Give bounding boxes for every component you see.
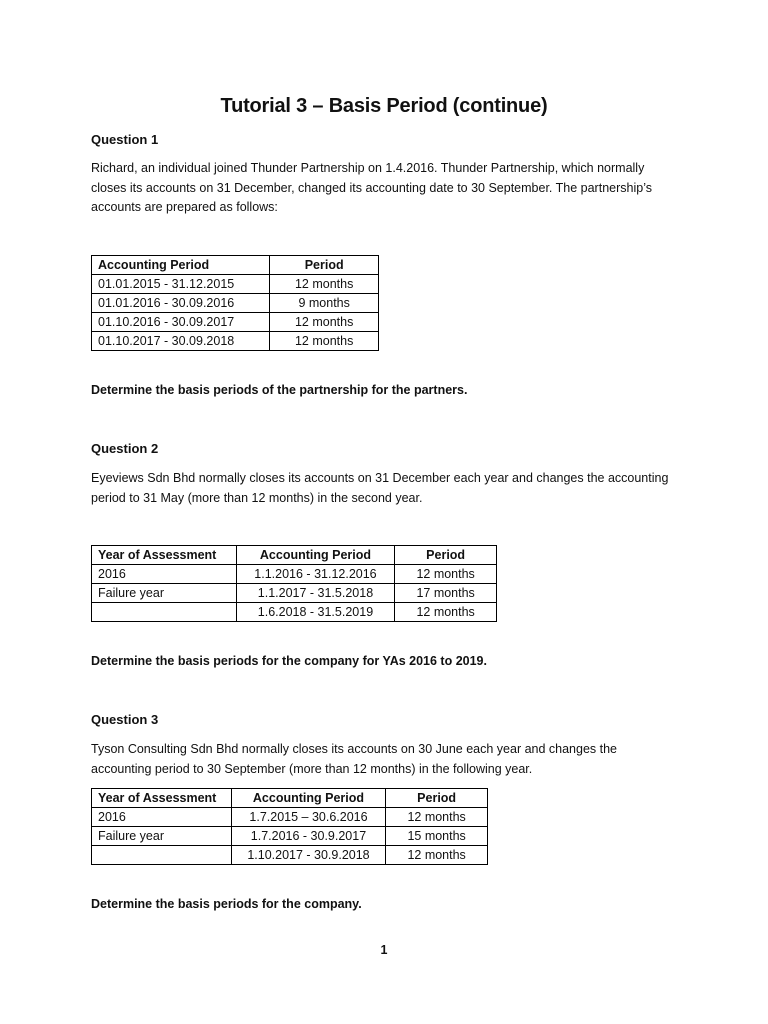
table-cell: 15 months [386,827,488,846]
table-cell: 12 months [386,808,488,827]
table-row [92,584,497,603]
page-number: 1 [380,943,388,957]
question-1-instruction: Determine the basis periods of the partnership for the partners. [91,383,468,397]
table-header-cell: Accounting Period [231,789,386,808]
table-header-cell: Accounting Period [92,256,270,275]
question-2-text: Eyeviews Sdn Bhd normally closes its accounts on 31 December each year and changes the accounting period to 31 May (more than 12 months) in the second year. [91,471,669,505]
question-1-table [91,255,379,351]
question-3-text: Tyson Consulting Sdn Bhd normally closes its accounts on 30 June each year and changes the accounting period to 30 September (more than 12 months) in the following year. [91,742,618,776]
question-2-instruction: Determine the basis periods for the company for YAs 2016 to 2019. [91,654,487,668]
table-header-cell: Period [270,256,379,275]
table-cell: 1.7.2016 - 30.9.2017 [231,827,386,846]
question-2-heading: Question 2 [91,441,159,456]
table-row [92,275,379,294]
table-cell [92,603,237,622]
table-row [92,565,497,584]
table-cell: Failure year [92,584,237,603]
question-3-heading: Question 3 [91,712,159,727]
table-cell: 12 months [270,313,379,332]
table-cell: Failure year [92,827,232,846]
table-cell: 12 months [395,565,497,584]
table-row [92,332,379,351]
table-cell: 1.1.2017 - 31.5.2018 [236,584,395,603]
table-header-row [92,789,488,808]
question-3-instruction: Determine the basis periods for the company. [91,897,362,911]
table-header-cell: Accounting Period [236,546,395,565]
table-row [92,846,488,865]
table-cell: 1.6.2018 - 31.5.2019 [236,603,395,622]
question-1-text: Richard, an individual joined Thunder Partnership on 1.4.2016. Thunder Partnership, which normally closes its accounts on 31 December, changed its accounting date to 30 September. The partnership’s accounts are prepared as follows: [91,161,652,214]
table-cell: 1.7.2015 – 30.6.2016 [231,808,386,827]
table-row [92,603,497,622]
table-cell: 12 months [386,846,488,865]
table-cell: 1.1.2016 - 31.12.2016 [236,565,395,584]
table-header-cell: Year of Assessment [92,546,237,565]
table-cell: 01.01.2015 - 31.12.2015 [92,275,270,294]
table-cell: 2016 [92,565,237,584]
table-header-cell: Year of Assessment [92,789,232,808]
table-cell: 01.01.2016 - 30.09.2016 [92,294,270,313]
question-2-table [91,545,497,622]
page-title: Tutorial 3 – Basis Period (continue) [220,95,548,117]
table-header-cell: Period [386,789,488,808]
table-cell: 01.10.2017 - 30.09.2018 [92,332,270,351]
table-row [92,827,488,846]
table-cell: 12 months [395,603,497,622]
question-1-heading: Question 1 [91,132,159,147]
table-cell: 1.10.2017 - 30.9.2018 [231,846,386,865]
table-cell: 9 months [270,294,379,313]
table-cell: 17 months [395,584,497,603]
table-cell: 2016 [92,808,232,827]
table-cell [92,846,232,865]
table-header-cell: Period [395,546,497,565]
question-3-table [91,788,488,865]
table-row [92,313,379,332]
table-cell: 12 months [270,332,379,351]
table-header-row [92,546,497,565]
table-row [92,294,379,313]
table-header-row [92,256,379,275]
table-cell: 12 months [270,275,379,294]
table-row [92,808,488,827]
table-cell: 01.10.2016 - 30.09.2017 [92,313,270,332]
